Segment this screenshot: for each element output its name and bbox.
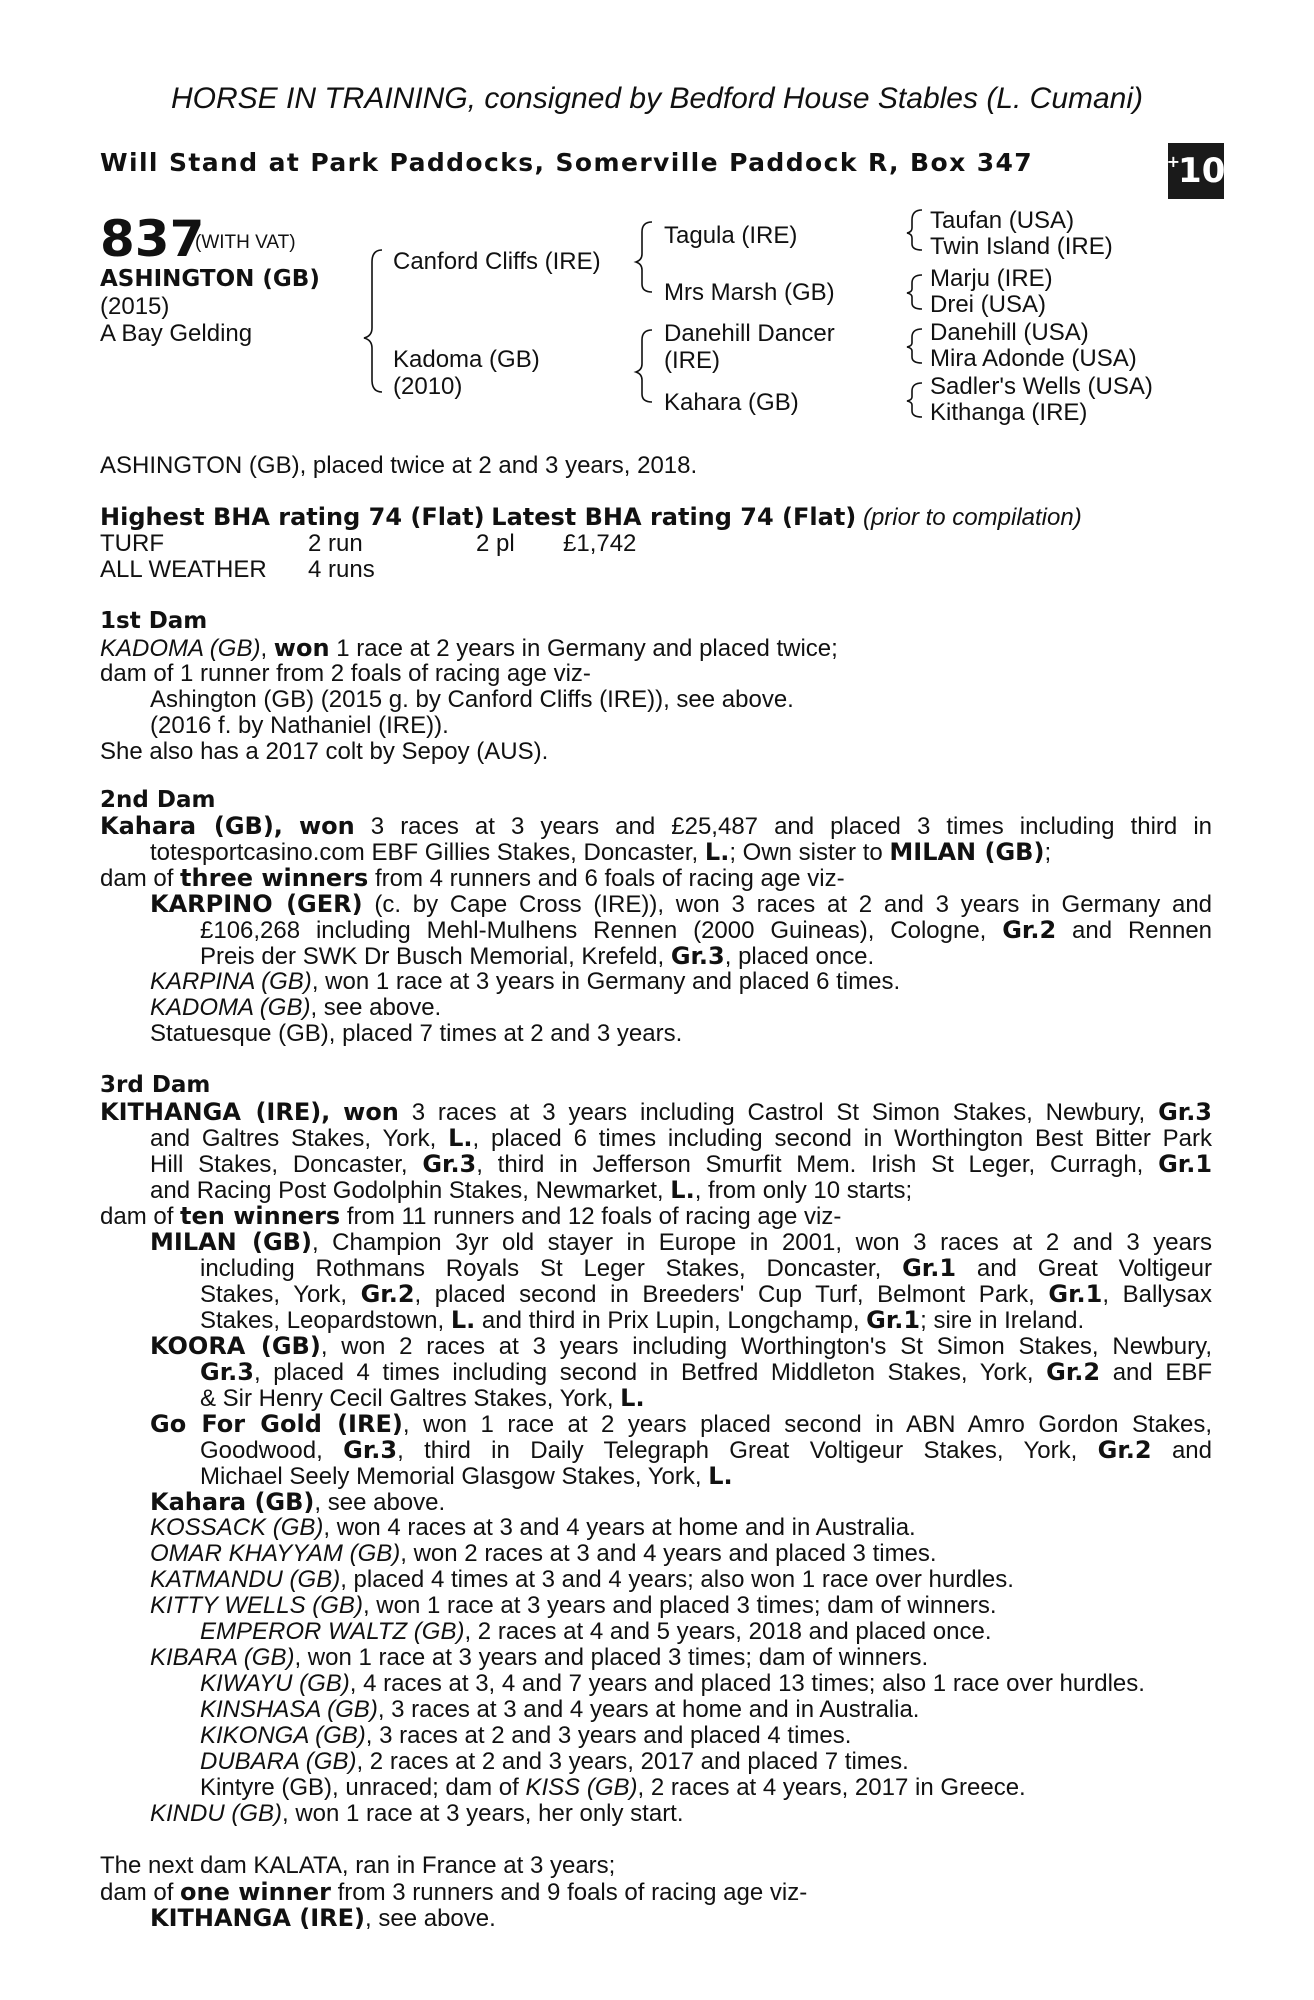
third-dam-line-5: [100, 1202, 841, 1231]
text: , see above.: [314, 1489, 446, 1516]
pedigree-g2: Twin Island (IRE): [930, 233, 1113, 260]
foal-name: KISS (GB): [525, 1774, 638, 1801]
third-dam-line-4: [150, 1176, 912, 1205]
listed-grade: L.: [620, 1384, 645, 1412]
foal-name: KOORA (GB): [150, 1332, 321, 1360]
pedigree-g6: Mira Adonde (USA): [930, 345, 1137, 372]
text: including Rothmans Royals St Leger Stakes, Doncaster,: [200, 1255, 882, 1282]
text: from 4 runners and 6 foals of racing age viz-: [375, 865, 845, 892]
pedigree-g8: Kithanga (IRE): [930, 399, 1088, 426]
kittywells-line: [150, 1592, 997, 1620]
dubara-line: [200, 1748, 909, 1776]
second-dam-line-5: [200, 916, 1212, 945]
text: , third in Daily Telegraph Great Voltigeur Stakes, York,: [397, 1437, 1078, 1464]
text: and Rennen: [1072, 917, 1213, 944]
foal-name: MILAN (GB): [150, 1228, 312, 1256]
text: Hill Stakes, Doncaster,: [150, 1151, 408, 1178]
listed-grade: L.: [448, 1124, 473, 1152]
text: , third in Jefferson Smurfit Mem. Irish St Leger, Curragh,: [476, 1151, 1144, 1178]
aw-runs: 4 runs: [308, 556, 375, 583]
foal-name: EMPEROR WALTZ (GB): [200, 1618, 465, 1645]
text: , from only 10 starts;: [694, 1177, 913, 1204]
listed-grade: L.: [704, 838, 730, 866]
race-summary: ASHINGTON (GB), placed twice at 2 and 3 years, 2018.: [100, 452, 698, 479]
highest-rating: Highest BHA rating 74 (Flat): [100, 503, 485, 531]
horse-description: A Bay Gelding: [100, 320, 253, 347]
first-dam-line-3: Ashington (GB) (2015 g. by Canford Cliffs (IRE)), see above.: [150, 686, 794, 713]
grade: Gr.3: [343, 1436, 398, 1464]
plus-icon: +: [1166, 151, 1181, 171]
milan-line-4: [200, 1306, 1084, 1335]
text: , Ballysax: [1102, 1281, 1212, 1308]
text: £106,268 including Mehl-Mulhens Rennen (2000 Guineas), Cologne,: [200, 917, 987, 944]
kahara-line: [150, 1488, 445, 1517]
foal-name: Go For Gold (IRE): [150, 1410, 403, 1438]
text: dam of: [100, 1879, 174, 1906]
first-dam-line-5: She also has a 2017 colt by Sepoy (AUS).: [100, 738, 549, 765]
kindu-line: [150, 1800, 684, 1828]
dam-name: Kahara (GB),: [100, 812, 283, 840]
text: , won 1 race at 3 years in Germany and placed 6 times.: [311, 968, 901, 995]
page-header: HORSE IN TRAINING, consigned by Bedford House Stables (L. Cumani): [170, 82, 1144, 115]
foal-name: KITTY WELLS (GB): [150, 1592, 363, 1619]
winners-count: three winners: [180, 864, 369, 892]
foal-name: KARPINA (GB): [150, 968, 312, 995]
pedigree-g7: Sadler's Wells (USA): [930, 373, 1153, 400]
text: dam of: [100, 865, 174, 892]
listed-grade: L.: [708, 1462, 733, 1490]
text: , placed 4 times including second in Betfred Middleton Stakes, York,: [253, 1359, 1034, 1386]
won-label: won: [273, 634, 330, 662]
third-dam-line-2: [150, 1124, 1212, 1153]
text: , won 1 race at 3 years, her only start.: [282, 1800, 684, 1827]
text: , 2 races at 4 years, 2017 in Greece.: [637, 1774, 1026, 1801]
pedigree-g1: Taufan (USA): [930, 207, 1075, 234]
text: , won 4 races at 3 and 4 years at home and in Australia.: [323, 1514, 916, 1541]
grade: Gr.1: [1048, 1280, 1103, 1308]
foal-name: DUBARA (GB): [200, 1748, 357, 1775]
kossack-line: [150, 1514, 916, 1542]
foal-name: KADOMA (GB): [150, 994, 311, 1021]
turf-label: TURF: [100, 530, 164, 557]
text: and EBF: [1112, 1359, 1213, 1386]
turf-prize: £1,742: [563, 530, 637, 557]
text: , won 1 race at 3 years and placed 3 times; dam of winners.: [294, 1644, 929, 1671]
foal-name: KIWAYU (GB): [200, 1670, 350, 1697]
lot-number: 837: [100, 210, 205, 268]
text: and Great Voltigeur: [976, 1255, 1212, 1282]
next-dam-line-3: [150, 1904, 496, 1933]
turf-placed: 2 pl: [476, 530, 515, 557]
horse-year: (2015): [100, 293, 170, 320]
second-dam-line-9: Statuesque (GB), placed 7 times at 2 and 3 years.: [150, 1020, 683, 1047]
dam-record: 3 races at 3 years and £25,487 and placed 3 times including third in: [370, 813, 1212, 840]
winners-count: one winner: [180, 1878, 331, 1906]
pedigree-dam-year: (2010): [393, 373, 463, 400]
second-dam-line-4: [150, 890, 1212, 919]
text: , 2 races at 2 and 3 years, 2017 and placed 7 times.: [356, 1748, 909, 1775]
second-dam-line-1: [100, 812, 1212, 841]
text: , won 2 races at 3 and 4 years and placed 3 times.: [400, 1540, 937, 1567]
first-dam-heading: 1st Dam: [100, 608, 208, 634]
text: , won 2 races at 3 years including Worthington's St Simon Stakes, Newbury,: [320, 1333, 1212, 1360]
goforgold-line-1: [150, 1410, 1212, 1439]
text: , see above.: [310, 994, 442, 1021]
pedigree-sire-dam: Mrs Marsh (GB): [664, 279, 835, 306]
latest-rating: Latest BHA rating 74 (Flat): [491, 503, 857, 531]
grade: Gr.1: [902, 1254, 957, 1282]
text: Michael Seely Memorial Glasgow Stakes, York,: [200, 1463, 702, 1490]
grade: Gr.3: [200, 1358, 254, 1386]
listed-grade: L.: [670, 1176, 695, 1204]
text: , placed 4 times at 3 and 4 years; also won 1 race over hurdles.: [340, 1566, 1014, 1593]
aw-label: ALL WEATHER: [100, 556, 267, 583]
text: , placed 6 times including second in Worthington Best Bitter Park: [472, 1125, 1213, 1152]
second-dam-line-8: [150, 994, 441, 1022]
omar-line: [150, 1540, 937, 1568]
third-dam-line-3: [150, 1150, 1212, 1179]
won-label: won: [343, 1098, 399, 1126]
vat-note: (WITH VAT): [195, 232, 296, 253]
pedigree-g4: Drei (USA): [930, 291, 1047, 318]
grade: Gr.3: [1158, 1098, 1213, 1126]
horse-name: ASHINGTON (GB): [100, 266, 320, 292]
foal-name: KATMANDU (GB): [150, 1566, 341, 1593]
kiwayu-line: [200, 1670, 1145, 1698]
grade: Gr.1: [1158, 1150, 1213, 1178]
text: , placed once.: [724, 943, 875, 970]
text: from 11 runners and 12 foals of racing age viz-: [346, 1203, 842, 1230]
text: Preis der SWK Dr Busch Memorial, Krefeld,: [200, 943, 665, 970]
foal-name: KOSSACK (GB): [150, 1514, 324, 1541]
foal-name: KINDU (GB): [150, 1800, 282, 1827]
text: and Racing Post Godolphin Stakes, Newmarket,: [150, 1177, 664, 1204]
ratings-line: [100, 503, 1082, 532]
text: ; sire in Ireland.: [920, 1307, 1085, 1334]
text: and third in Prix Lupin, Longchamp,: [481, 1307, 860, 1334]
text: totesportcasino.com EBF Gillies Stakes, Doncaster,: [150, 839, 699, 866]
text: Kintyre (GB), unraced; dam of: [200, 1774, 519, 1801]
third-dam-heading: 3rd Dam: [100, 1072, 211, 1098]
pedigree-dam-dam: Kahara (GB): [664, 389, 799, 416]
kikonga-line: [200, 1722, 851, 1750]
foal-name: KARPINO (GER): [150, 890, 363, 918]
text: (c. by Cape Cross (IRE)), won 3 races at 2 and 3 years in Germany and: [374, 891, 1213, 918]
turf-runs: 2 run: [308, 530, 363, 557]
rating-note: (prior to compilation): [862, 504, 1082, 531]
grade: Gr.2: [1046, 1358, 1101, 1386]
grade: Gr.3: [422, 1150, 477, 1178]
text: Stakes, York,: [200, 1281, 348, 1308]
kibara-line: [150, 1644, 928, 1672]
pedigree-sire-sire: Tagula (IRE): [664, 222, 798, 249]
goforgold-line-3: [200, 1462, 733, 1491]
text: , 3 races at 3 and 4 years at home and in Australia.: [377, 1696, 920, 1723]
koora-line-3: [200, 1384, 645, 1413]
foal-name: OMAR KHAYYAM (GB): [150, 1540, 401, 1567]
second-dam-heading: 2nd Dam: [100, 787, 216, 813]
foal-name: KITHANGA (IRE): [150, 1904, 366, 1932]
text: , 4 races at 3, 4 and 7 years and placed 13 times; also 1 race over hurdles.: [349, 1670, 1145, 1697]
kinshasa-line: [200, 1696, 919, 1724]
pedigree-dam-sire-country: (IRE): [664, 347, 720, 374]
third-dam-line-1: [100, 1098, 1212, 1127]
foal-name: KIKONGA (GB): [200, 1722, 366, 1749]
foal-name: Kahara (GB): [150, 1488, 315, 1516]
text: ;: [1044, 839, 1052, 866]
milan-line-1: [150, 1228, 1212, 1257]
foal-name: KINSHASA (GB): [200, 1696, 378, 1723]
text: dam of: [100, 1203, 174, 1230]
grade: Gr.2: [1002, 916, 1057, 944]
winners-count: ten winners: [180, 1202, 341, 1230]
text: , won 1 race at 2 years placed second in ABN Amro Gordon Stakes,: [402, 1411, 1212, 1438]
koora-line-1: [150, 1332, 1212, 1361]
text: 3 races at 3 years including Castrol St Simon Stakes, Newbury,: [411, 1099, 1146, 1126]
pedigree-g5: Danehill (USA): [930, 319, 1089, 346]
first-dam-line-4: (2016 f. by Nathaniel (IRE)).: [150, 712, 449, 739]
pedigree-dam: Kadoma (GB): [393, 346, 540, 373]
emperor-line: [200, 1618, 992, 1646]
first-dam-line-1: KADOMA (GB), won 1 race at 2 years in Germany and placed twice;: [100, 634, 838, 662]
text: and: [1171, 1437, 1212, 1464]
listed-grade: L.: [450, 1306, 476, 1334]
text: , 2 races at 4 and 5 years, 2018 and placed once.: [464, 1618, 992, 1645]
text: , see above.: [365, 1905, 496, 1932]
second-dam-line-2: [150, 838, 1051, 867]
text: Goodwood,: [200, 1437, 323, 1464]
text: , Champion 3yr old stayer in Europe in 2001, won 3 races at 2 and 3 years: [311, 1229, 1212, 1256]
milan-line-3: [200, 1280, 1212, 1309]
milan-line-2: [200, 1254, 1212, 1283]
dam-record: 1 race at 2 years in Germany and placed twice;: [336, 635, 838, 662]
koora-line-2: [200, 1358, 1212, 1387]
next-dam-line-1: The next dam KALATA, ran in France at 3 years;: [100, 1852, 616, 1879]
second-dam-line-7: [150, 968, 900, 996]
text: , won 1 race at 3 years and placed 3 times; dam of winners.: [362, 1592, 997, 1619]
pedigree-dam-sire: Danehill Dancer: [664, 320, 835, 347]
first-dam-line-2: dam of 1 runner from 2 foals of racing age viz-: [100, 660, 591, 687]
grade: Gr.2: [360, 1280, 415, 1308]
second-dam-line-3: [100, 864, 845, 893]
badge-number: 10: [1178, 151, 1226, 191]
pedigree-sire: Canford Cliffs (IRE): [393, 248, 601, 275]
grade: Gr.1: [866, 1306, 921, 1334]
text: from 3 runners and 9 foals of racing age viz-: [337, 1879, 808, 1906]
grade: Gr.2: [1097, 1436, 1152, 1464]
pedigree-g3: Marju (IRE): [930, 265, 1053, 292]
text: , placed second in Breeders' Cup Turf, Belmont Park,: [414, 1281, 1035, 1308]
text: ; Own sister to: [729, 839, 883, 866]
stand-location: Will Stand at Park Paddocks, Somerville Paddock R, Box 347: [100, 148, 1034, 177]
second-dam-line-6: [200, 942, 874, 971]
text: & Sir Henry Cecil Galtres Stakes, York,: [200, 1385, 614, 1412]
foal-name: KIBARA (GB): [150, 1644, 295, 1671]
won-label: won: [298, 812, 355, 840]
kintyre-line: [200, 1774, 1026, 1802]
goforgold-line-2: [200, 1436, 1212, 1465]
katmandu-line: [150, 1566, 1014, 1594]
grade: Gr.3: [670, 942, 725, 970]
next-dam-line-2: [100, 1878, 807, 1907]
dam-name: KADOMA (GB): [100, 635, 261, 662]
text: Stakes, Leopardstown,: [200, 1307, 445, 1334]
relative-name: MILAN (GB): [889, 838, 1045, 866]
dam-name: KITHANGA (IRE),: [100, 1098, 331, 1126]
text: and Galtres Stakes, York,: [150, 1125, 437, 1152]
text: , 3 races at 2 and 3 years and placed 4 times.: [365, 1722, 852, 1749]
